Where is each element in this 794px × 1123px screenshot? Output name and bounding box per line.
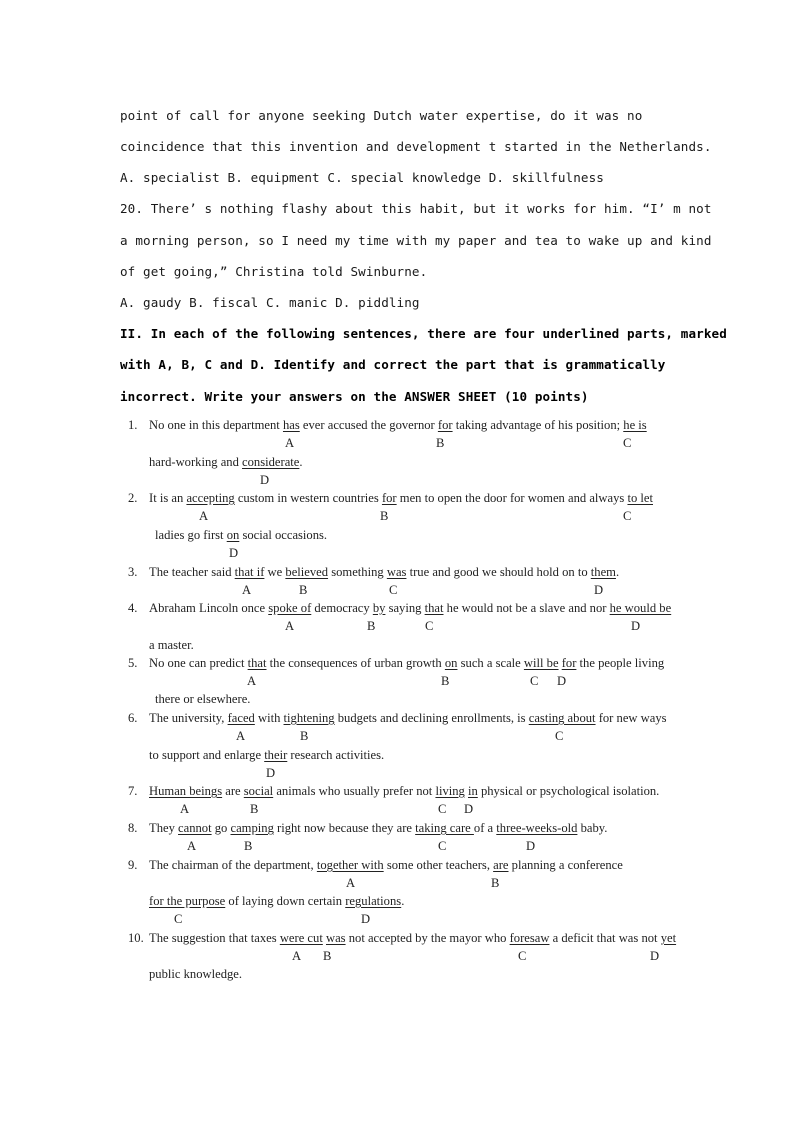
choice-label-d: D <box>594 583 604 597</box>
question-1 <box>0 418 794 487</box>
question-sentence: Human beings are social animals who usually prefer not living in physical or psychological isolation. <box>149 784 660 798</box>
choice-label-d: D <box>464 802 474 816</box>
option-line: A. specialist B. equipment C. special knowledge D. skillfulness <box>120 170 604 185</box>
underlined-part: that if <box>234 565 265 579</box>
underlined-part: that <box>424 601 444 615</box>
question-sentence-cont: there or elsewhere. <box>155 692 251 706</box>
underlined-part: camping <box>230 821 274 835</box>
question-number: 2. <box>128 491 138 505</box>
underlined-part: Human beings <box>149 784 223 798</box>
underlined-part: for <box>437 418 453 432</box>
underlined-part: by <box>372 601 386 615</box>
underlined-part: to let <box>627 491 653 505</box>
underlined-part: regulations <box>345 894 402 908</box>
underlined-part: them <box>590 565 616 579</box>
underlined-part: for <box>561 656 577 670</box>
underlined-part: spoke of <box>268 601 312 615</box>
question-6 <box>0 711 794 780</box>
question-5 <box>0 656 794 706</box>
text-line: coincidence that this invention and development t started in the Netherlands. <box>120 139 712 154</box>
underlined-part: for <box>381 491 397 505</box>
underlined-part: accepting <box>186 491 235 505</box>
choice-label-b: B <box>244 839 253 853</box>
choice-label-c: C <box>530 674 539 688</box>
underlined-part: social <box>243 784 274 798</box>
choice-label-a: A <box>285 436 295 450</box>
underlined-part: that <box>247 656 267 670</box>
section-heading-line: with A, B, C and D. Identify and correct the part that is grammatically <box>120 357 666 372</box>
choice-label-d: D <box>361 912 371 926</box>
section-heading-line: II. In each of the following sentences, there are four underlined parts, marked <box>120 326 727 341</box>
choice-label-c: C <box>389 583 398 597</box>
choice-label-a: A <box>236 729 246 743</box>
underlined-part: in <box>468 784 478 798</box>
choice-label-c: C <box>518 949 527 963</box>
choice-label-b: B <box>441 674 450 688</box>
underlined-part: taking care <box>415 821 474 835</box>
choice-label-c: C <box>555 729 564 743</box>
question-sentence: The university, faced with tightening budgets and declining enrollments, is casting about for new ways <box>149 711 667 725</box>
question-number: 8. <box>128 821 138 835</box>
question-8 <box>0 821 794 861</box>
question-4 <box>0 601 794 652</box>
question-7 <box>0 784 794 824</box>
question-sentence: They cannot go camping right now because they are taking care of a three-weeks-old baby. <box>149 821 608 835</box>
choice-label-b: B <box>300 729 309 743</box>
choice-label-b: B <box>299 583 308 597</box>
question-number: 6. <box>128 711 138 725</box>
text-line: point of call for anyone seeking Dutch water expertise, do it was no <box>120 108 643 123</box>
underlined-part: on <box>444 656 458 670</box>
question-number: 5. <box>128 656 138 670</box>
underlined-part: cannot <box>178 821 212 835</box>
question-sentence-cont: to support and enlarge their research activities. <box>149 748 385 762</box>
choice-label-c: C <box>174 912 183 926</box>
underlined-part: was <box>325 931 346 945</box>
question-sentence: The suggestion that taxes were cut was not accepted by the mayor who foresaw a deficit that was not yet <box>149 931 677 945</box>
question-number: 7. <box>128 784 138 798</box>
choice-label-a: A <box>247 674 257 688</box>
question-line: 20. There’ s nothing flashy about this habit, but it works for him. “I’ m not <box>120 201 712 216</box>
question-sentence: The chairman of the department, together with some other teachers, are planning a conference <box>149 858 623 872</box>
choice-label-c: C <box>438 802 447 816</box>
question-3 <box>0 565 794 605</box>
question-number: 9. <box>128 858 138 872</box>
underlined-part: yet <box>660 931 677 945</box>
question-sentence: Abraham Lincoln once spoke of democracy by saying that he would not be a slave and nor he would be <box>149 601 672 615</box>
choice-label-d: D <box>526 839 536 853</box>
choice-label-b: B <box>436 436 445 450</box>
text-line: of get going,” Christina told Swinburne. <box>120 264 428 279</box>
choice-label-d: D <box>557 674 567 688</box>
underlined-part: considerate <box>242 455 300 469</box>
choice-label-d: D <box>650 949 660 963</box>
question-sentence: It is an accepting custom in western countries for men to open the door for women and always to let <box>149 491 653 505</box>
choice-label-a: A <box>242 583 252 597</box>
underlined-part: three-weeks-old <box>496 821 578 835</box>
underlined-part: living <box>435 784 465 798</box>
choice-label-a: A <box>292 949 302 963</box>
underlined-part: on <box>226 528 240 542</box>
underlined-part: has <box>282 418 300 432</box>
underlined-part: faced <box>227 711 255 725</box>
underlined-part: foresaw <box>509 931 550 945</box>
underlined-part: their <box>264 748 288 762</box>
option-line: A. gaudy B. fiscal C. manic D. piddling <box>120 295 420 310</box>
choice-label-d: D <box>266 766 276 780</box>
question-number: 3. <box>128 565 138 579</box>
choice-label-d: D <box>631 619 641 633</box>
choice-label-b: B <box>491 876 500 890</box>
choice-label-c: C <box>425 619 434 633</box>
underlined-part: he would be <box>609 601 672 615</box>
underlined-part: for the purpose <box>149 894 226 908</box>
underlined-part: believed <box>285 565 329 579</box>
question-sentence-cont: for the purpose of laying down certain regulations. <box>149 894 405 908</box>
underlined-part: together with <box>316 858 384 872</box>
underlined-part: were cut <box>279 931 323 945</box>
choice-label-a: A <box>346 876 356 890</box>
question-10 <box>0 931 794 981</box>
question-9 <box>0 858 794 926</box>
choice-label-a: A <box>187 839 197 853</box>
choice-label-b: B <box>250 802 259 816</box>
section-heading-line: incorrect. Write your answers on the ANSWER SHEET (10 points) <box>120 389 589 404</box>
choice-label-c: C <box>623 509 632 523</box>
choice-label-a: A <box>180 802 190 816</box>
choice-label-c: C <box>623 436 632 450</box>
question-sentence-cont: ladies go first on social occasions. <box>155 528 328 542</box>
question-2 <box>0 491 794 560</box>
underlined-part: tightening <box>283 711 335 725</box>
question-sentence-cont: hard-working and considerate. <box>149 455 303 469</box>
question-sentence: No one can predict that the consequences of urban growth on such a scale will be for the people living <box>149 656 665 670</box>
question-sentence: The teacher said that if we believed something was true and good we should hold on to them. <box>149 565 620 579</box>
text-line: a morning person, so I need my time with my paper and tea to wake up and kind <box>120 233 712 248</box>
question-sentence: No one in this department has ever accused the governor for taking advantage of his position; he is <box>149 418 647 432</box>
underlined-part: casting about <box>528 711 596 725</box>
underlined-part: was <box>386 565 407 579</box>
choice-label-b: B <box>323 949 332 963</box>
choice-label-c: C <box>438 839 447 853</box>
choice-label-b: B <box>367 619 376 633</box>
underlined-part: are <box>493 858 509 872</box>
question-number: 1. <box>128 418 138 432</box>
underlined-part: will be <box>523 656 559 670</box>
choice-label-a: A <box>285 619 295 633</box>
question-sentence-cont: public knowledge. <box>149 967 243 981</box>
underlined-part: he is <box>623 418 647 432</box>
question-sentence-cont: a master. <box>149 638 194 652</box>
choice-label-d: D <box>260 473 270 487</box>
choice-label-a: A <box>199 509 209 523</box>
choice-label-d: D <box>229 546 239 560</box>
question-number: 4. <box>128 601 138 615</box>
choice-label-b: B <box>380 509 389 523</box>
question-number: 10. <box>128 931 144 945</box>
